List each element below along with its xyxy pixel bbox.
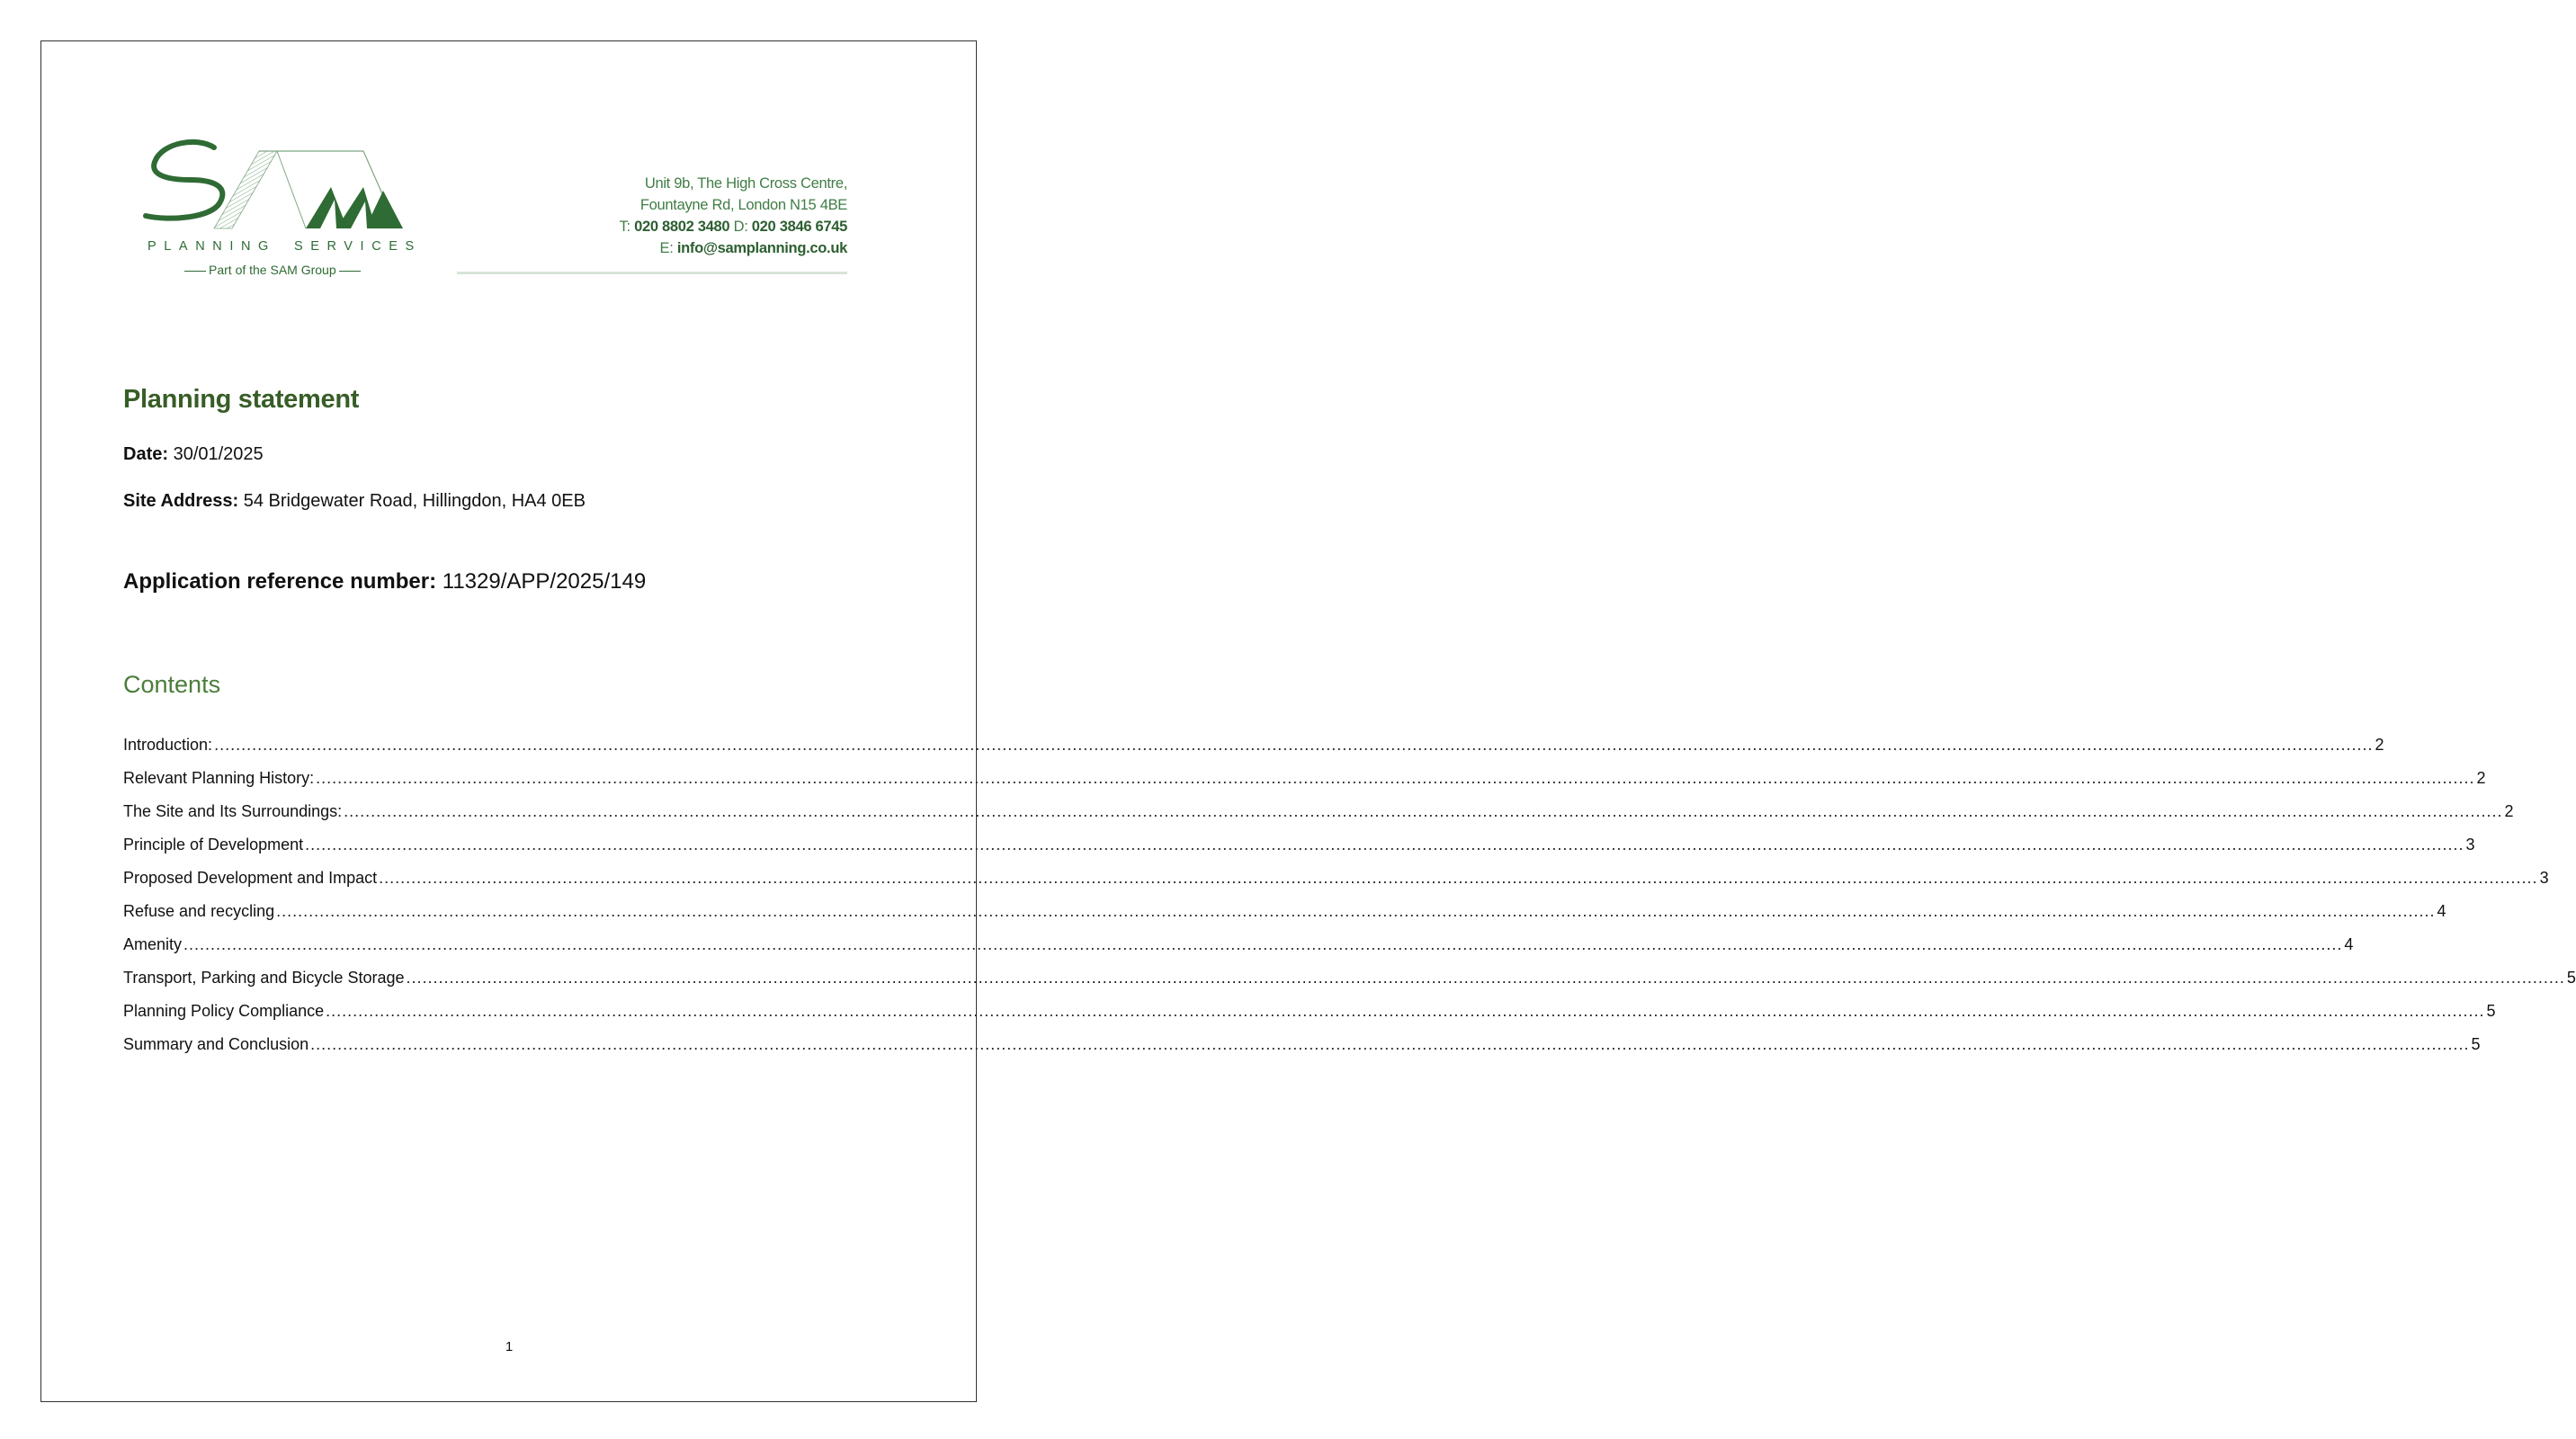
toc-entry-page: 5 xyxy=(2471,1035,2481,1053)
email-value: info@samplanning.co.uk xyxy=(676,240,847,256)
email-label: E: xyxy=(659,240,674,256)
toc-entry[interactable] xyxy=(123,902,2446,935)
contents-heading: Contents xyxy=(123,671,221,698)
toc-entry-page: 3 xyxy=(2539,869,2549,887)
toc-entry-page: 4 xyxy=(2437,902,2446,920)
logo-s-stroke xyxy=(146,142,222,219)
toc-entry-label: Transport, Parking and Bicycle Storage xyxy=(123,969,405,987)
toc-entry-label: Amenity xyxy=(123,935,183,953)
toc-entry-label: Relevant Planning History: xyxy=(123,769,315,787)
toc-entry-page: 5 xyxy=(2566,969,2576,987)
sam-logo-graphic xyxy=(144,135,414,238)
toc-entry[interactable] xyxy=(123,836,2475,869)
tel-value: 020 8802 3480 xyxy=(634,219,730,235)
toc-entry[interactable] xyxy=(123,1035,2481,1068)
date-line xyxy=(123,444,264,465)
toc-entry[interactable] xyxy=(123,736,2384,769)
site-address-line xyxy=(123,491,586,512)
contact-email xyxy=(620,237,847,259)
toc-entry-label: Planning Policy Compliance xyxy=(123,1002,325,1020)
toc-entry-label: The Site and Its Surroundings: xyxy=(123,802,343,820)
toc-dot-leader: ................................................................................................................................................................................................................................................................................................................................................................................................................ xyxy=(183,935,2343,953)
page-number: 1 xyxy=(505,1339,514,1354)
tagline-dash-right xyxy=(339,271,361,272)
toc-entry-label: Introduction: xyxy=(123,736,213,754)
toc-dot-leader: ................................................................................................................................................................................................................................................................................................................................................................................................................ xyxy=(344,802,2503,820)
toc-entry-page: 2 xyxy=(2476,769,2486,787)
toc-dot-leader: ................................................................................................................................................................................................................................................................................................................................................................................................................ xyxy=(379,869,2538,887)
app-ref-value: 11329/APP/2025/149 xyxy=(442,569,647,594)
company-logo xyxy=(144,135,422,283)
toc-entry-label: Proposed Development and Impact xyxy=(123,869,378,887)
date-value: 30/01/2025 xyxy=(173,444,264,464)
contact-divider xyxy=(457,272,847,274)
contact-block xyxy=(620,173,847,259)
toc-entry[interactable] xyxy=(123,1002,2496,1035)
tagline-dash-left xyxy=(184,271,206,272)
toc-entry[interactable] xyxy=(123,802,2514,836)
logo-wordmark-right: SERVICES xyxy=(293,239,422,254)
toc-entry[interactable] xyxy=(123,769,2486,802)
logo-tagline-text: Part of the SAM Group xyxy=(209,263,336,277)
toc-dot-leader: ................................................................................................................................................................................................................................................................................................................................................................................................................ xyxy=(406,969,2565,987)
logo-a-inner-line xyxy=(277,151,306,228)
contact-address-line2: Fountayne Rd, London N15 4BE xyxy=(640,197,847,213)
logo-tagline xyxy=(182,263,363,277)
toc-entry-label: Principle of Development xyxy=(123,836,304,854)
toc-dot-leader: ................................................................................................................................................................................................................................................................................................................................................................................................................ xyxy=(316,769,2475,787)
contact-address-line1: Unit 9b, The High Cross Centre, xyxy=(644,175,847,192)
site-address-label: Site Address: xyxy=(123,491,239,511)
direct-value: 020 3846 6745 xyxy=(751,219,847,235)
site-address-value: 54 Bridgewater Road, Hillingdon, HA4 0EB xyxy=(243,491,586,511)
toc-entry-page: 3 xyxy=(2465,836,2475,854)
logo-m-peak-3 xyxy=(365,191,403,228)
toc-entry-page: 2 xyxy=(2375,736,2384,754)
toc-entry-label: Refuse and recycling xyxy=(123,902,275,920)
toc-entry[interactable] xyxy=(123,969,2576,1002)
document-title: Planning statement xyxy=(123,385,360,414)
logo-wordmark-left: PLANNING xyxy=(148,239,276,254)
application-reference-line xyxy=(123,569,646,594)
toc-entry[interactable] xyxy=(123,869,2549,902)
toc-dot-leader: ................................................................................................................................................................................................................................................................................................................................................................................................................ xyxy=(310,1035,2470,1053)
toc-dot-leader: ................................................................................................................................................................................................................................................................................................................................................................................................................ xyxy=(276,902,2436,920)
toc-entry[interactable] xyxy=(123,935,2354,969)
toc-dot-leader: ................................................................................................................................................................................................................................................................................................................................................................................................................ xyxy=(326,1002,2485,1020)
contact-phones xyxy=(620,216,847,237)
toc-entry-page: 2 xyxy=(2504,802,2514,820)
toc-entry-label: Summary and Conclusion xyxy=(123,1035,309,1053)
direct-label: D: xyxy=(733,219,748,235)
table-of-contents xyxy=(123,736,2576,1068)
toc-entry-page: 4 xyxy=(2344,935,2354,953)
logo-wordmark xyxy=(148,239,422,254)
app-ref-label: Application reference number: xyxy=(123,569,437,594)
toc-dot-leader: ................................................................................................................................................................................................................................................................................................................................................................................................................ xyxy=(214,736,2374,754)
tel-label: T: xyxy=(619,219,631,235)
toc-entry-page: 5 xyxy=(2486,1002,2496,1020)
date-label: Date: xyxy=(123,444,169,464)
toc-dot-leader: ................................................................................................................................................................................................................................................................................................................................................................................................................ xyxy=(305,836,2464,854)
